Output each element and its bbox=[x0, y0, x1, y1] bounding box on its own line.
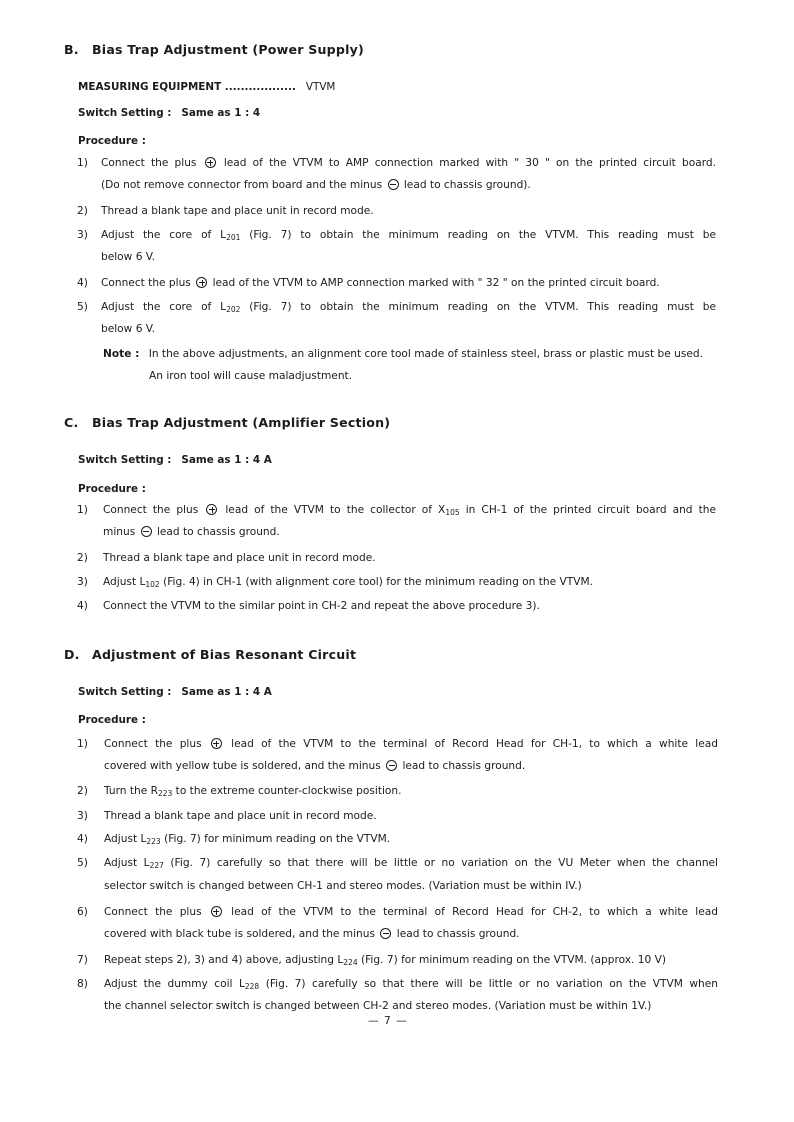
section-d-procedure-label: Procedure : bbox=[78, 714, 146, 726]
section-b-title: Bias Trap Adjustment (Power Supply) bbox=[92, 42, 364, 57]
step-number: 4) bbox=[77, 600, 88, 612]
switch-setting-label: Switch Setting : bbox=[78, 454, 172, 466]
step-number: 4) bbox=[77, 277, 88, 289]
component-ref: $X_{105}$ bbox=[438, 504, 460, 517]
step-text: Adjust the dummy coil $L_{228}$ (Fig. 7) carefully so that there will be little or no variation on the VTVM when bbox=[104, 978, 718, 991]
page-number: — 7 — bbox=[368, 1015, 408, 1027]
step-text: Connect the VTVM to the similar point in CH-2 and repeat the above procedure 3). bbox=[103, 600, 540, 612]
switch-setting-value: Same as 1 : 4 A bbox=[181, 454, 272, 466]
step-text: selector switch is changed between CH-1 and stereo modes. (Variation must be within IV.) bbox=[104, 880, 582, 892]
note-label: Note : bbox=[103, 348, 140, 360]
step-text: Thread a blank tape and place unit in record mode. bbox=[101, 205, 374, 217]
step-text: Connect the plus lead of the VTVM to the collector of $X_{105}$ in CH-1 of the printed circuit board and the bbox=[103, 504, 716, 517]
component-ref: $L_{102}$ bbox=[139, 576, 160, 589]
note-line-2: An iron tool will cause maladjustment. bbox=[149, 370, 353, 382]
section-b-heading bbox=[64, 42, 364, 57]
step-text: Turn the $R_{223}$ to the extreme counter-clockwise position. bbox=[104, 785, 402, 798]
step-text: Connect the plus lead of the VTVM to the terminal of Record Head for CH-2, to which a white lead bbox=[104, 906, 718, 918]
section-b-switch-setting bbox=[78, 107, 260, 119]
step-text: Adjust $L_{223}$ (Fig. 7) for minimum reading on the VTVM. bbox=[104, 833, 391, 846]
step-text: minus lead to chassis ground. bbox=[103, 526, 280, 538]
step-number: 3) bbox=[77, 229, 88, 241]
minus-circle-icon bbox=[388, 179, 399, 190]
component-ref: $L_{227}$ bbox=[143, 857, 164, 870]
plus-circle-icon bbox=[211, 906, 222, 917]
minus-circle-icon bbox=[386, 760, 397, 771]
step-number: 1) bbox=[77, 504, 88, 516]
step-number: 3) bbox=[77, 810, 88, 822]
step-number: 3) bbox=[77, 576, 88, 588]
step-number: 2) bbox=[77, 552, 88, 564]
section-c-letter: C. bbox=[64, 415, 79, 430]
section-d-switch-setting bbox=[78, 686, 272, 698]
section-c-procedure-label: Procedure : bbox=[78, 483, 146, 495]
section-d-title: Adjustment of Bias Resonant Circuit bbox=[92, 647, 357, 662]
component-ref: $L_{228}$ bbox=[238, 978, 260, 991]
component-ref: $L_{224}$ bbox=[337, 954, 358, 967]
step-number: 2) bbox=[77, 785, 88, 797]
section-d-heading bbox=[64, 647, 356, 662]
step-text: Thread a blank tape and place unit in record mode. bbox=[104, 810, 377, 822]
step-text: Thread a blank tape and place unit in record mode. bbox=[103, 552, 376, 564]
plus-circle-icon bbox=[211, 738, 222, 749]
section-c-title: Bias Trap Adjustment (Amplifier Section) bbox=[92, 415, 391, 430]
step-text: Adjust $L_{102}$ (Fig. 4) in CH-1 (with alignment core tool) for the minimum reading on the VTVM. bbox=[103, 576, 593, 589]
step-text: covered with black tube is soldered, and the minus lead to chassis ground. bbox=[104, 928, 520, 940]
section-b-note bbox=[103, 348, 703, 360]
section-b-letter: B. bbox=[64, 42, 79, 57]
step-text: covered with yellow tube is soldered, and the minus lead to chassis ground. bbox=[104, 760, 526, 772]
step-text: Connect the plus lead of the VTVM to the terminal of Record Head for CH-1, to which a white lead bbox=[104, 738, 718, 750]
step-text: Connect the plus lead of the VTVM to AMP connection marked with " 32 " on the printed circuit board. bbox=[101, 277, 660, 289]
step-text: (Do not remove connector from board and the minus lead to chassis ground). bbox=[101, 179, 531, 191]
minus-circle-icon bbox=[141, 526, 152, 537]
step-number: 7) bbox=[77, 954, 88, 966]
plus-circle-icon bbox=[206, 504, 217, 515]
minus-circle-icon bbox=[380, 928, 391, 939]
component-ref: $L_{202}$ bbox=[220, 301, 241, 314]
component-ref: $L_{201}$ bbox=[220, 229, 241, 242]
measuring-equipment bbox=[78, 81, 335, 93]
step-number: 5) bbox=[77, 857, 88, 869]
plus-circle-icon bbox=[205, 157, 216, 168]
step-number: 2) bbox=[77, 205, 88, 217]
measuring-equipment-label: MEASURING EQUIPMENT .................. bbox=[78, 81, 296, 93]
step-number: 1) bbox=[77, 738, 88, 750]
step-text: the channel selector switch is changed between CH-2 and stereo modes. (Variation must be within 1V.) bbox=[104, 1000, 652, 1012]
section-c-switch-setting bbox=[78, 454, 272, 466]
step-text: Repeat steps 2), 3) and 4) above, adjusting $L_{224}$ (Fig. 7) for minimum reading on the VTVM. (approx. 10 V) bbox=[104, 954, 666, 967]
section-d-letter: D. bbox=[64, 647, 80, 662]
switch-setting-label: Switch Setting : bbox=[78, 107, 172, 119]
step-text: Adjust $L_{227}$ (Fig. 7) carefully so that there will be little or no variation on the VU Meter when the channel bbox=[104, 857, 718, 870]
section-c-heading bbox=[64, 415, 390, 430]
measuring-equipment-value: VTVM bbox=[305, 81, 336, 93]
step-number: 6) bbox=[77, 906, 88, 918]
step-number: 4) bbox=[77, 833, 88, 845]
step-number: 8) bbox=[77, 978, 88, 990]
section-b-procedure-label: Procedure : bbox=[78, 135, 146, 147]
component-ref: $L_{223}$ bbox=[140, 833, 161, 846]
plus-circle-icon bbox=[196, 277, 207, 288]
step-number: 1) bbox=[77, 157, 88, 169]
step-text: Connect the plus lead of the VTVM to AMP connection marked with " 30 " on the printed circuit board. bbox=[101, 157, 716, 169]
step-text: below 6 V. bbox=[101, 323, 156, 335]
switch-setting-value: Same as 1 : 4 bbox=[181, 107, 261, 119]
note-line-1: In the above adjustments, an alignment core tool made of stainless steel, brass or plastic must be used. bbox=[148, 348, 703, 360]
switch-setting-value: Same as 1 : 4 A bbox=[181, 686, 272, 698]
component-ref: $R_{223}$ bbox=[150, 785, 173, 798]
switch-setting-label: Switch Setting : bbox=[78, 686, 172, 698]
step-text: Adjust the core of $L_{202}$ (Fig. 7) to obtain the minimum reading on the VTVM. This reading must be bbox=[101, 301, 716, 314]
step-text: below 6 V. bbox=[101, 251, 156, 263]
step-text: Adjust the core of $L_{201}$ (Fig. 7) to obtain the minimum reading on the VTVM. This reading must be bbox=[101, 229, 716, 242]
step-number: 5) bbox=[77, 301, 88, 313]
